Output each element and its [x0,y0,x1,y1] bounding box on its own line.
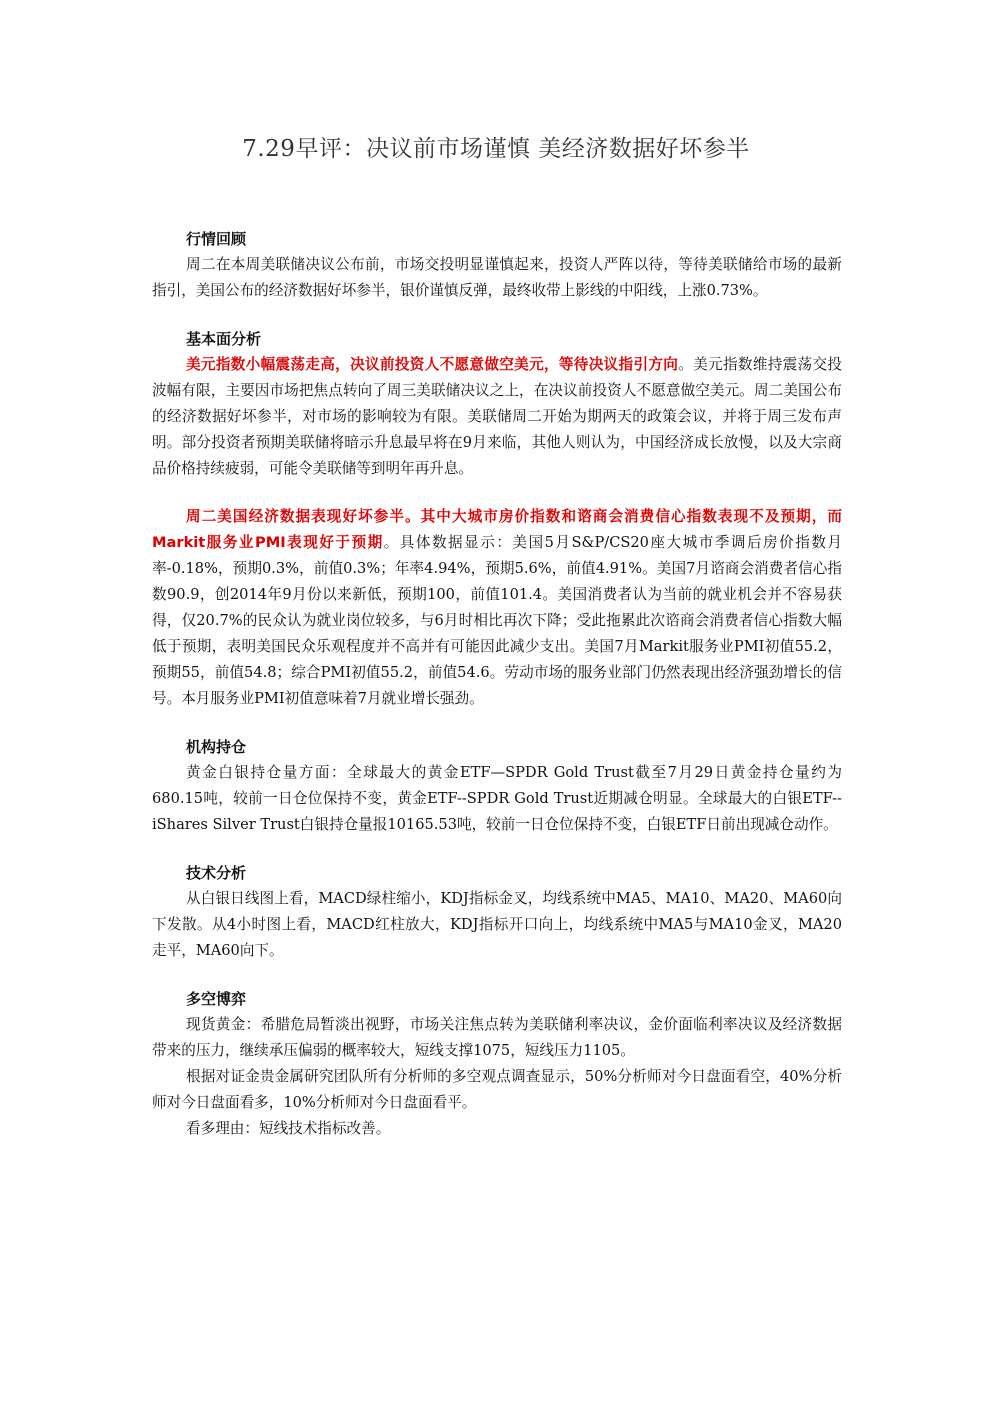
paragraph: 根据对证金贵金属研究团队所有分析师的多空观点调查显示，50%分析师对今日盘面看空，40%分析师对今日盘面看多，10%分析师对今日盘面看平。 [152,1068,842,1111]
section-institutional-positions [152,734,842,838]
paragraph-text: 。美元指数维持震荡交投波幅有限，主要因市场把焦点转向了周三美联储决议之上，在决议前投资人不愿意做空美元。周二美国公布的经济数据好坏参半，对市场的影响较为有限。美联储周二开始为期两天的政策会议，并将于周三发布声明。部分投资者预期美联储将暗示升息最早将在9月来临，其他人则认为，中国经济成长放慢，以及大宗商品价格持续疲弱，可能令美联储等到明年再升息。 [152,356,842,477]
paragraph: 周二在本周美联储决议公布前，市场交投明显谨慎起来，投资人严阵以待，等待美联储给市场的最新指引，美国公布的经济数据好坏参半，银价谨慎反弹，最终收带上影线的中阳线，上涨0.73%。 [152,256,842,299]
paragraph: 现货黄金：希腊危局暂淡出视野，市场关注焦点转为美联储利率决议，金价面临利率决议及经济数据带来的压力，继续承压偏弱的概率较大，短线支撑1075，短线压力1105。 [152,1016,842,1059]
paragraph: 黄金白银持仓量方面：全球最大的黄金ETF—SPDR Gold Trust截至7月29日黄金持仓量约为680.15吨，较前一日仓位保持不变，黄金ETF--SPDR Gold Trust近期减仓明显。全球最大的白银ETF--iShares Silver Trust白银持仓量报10165.53吨，较前一日仓位保持不变，白银ETF日前出现减仓动作。 [152,764,842,833]
document-body [152,226,842,1164]
highlight-text: 周二美国经济数据表现好坏参半。其中大城市房价指数和谘商会消费信心指数表现不及预期，而Markit服务业PMI表现好于预期 [152,508,842,551]
section-heading: 机构持仓 [186,738,247,756]
section-heading: 多空博弈 [186,990,247,1008]
section-heading: 行情回顾 [186,230,247,248]
section-heading: 技术分析 [186,864,247,882]
section-market-review [152,226,842,304]
paragraph: 看多理由：短线技术指标改善。 [186,1120,391,1137]
section-technical-analysis [152,860,842,964]
section-fundamental-analysis [152,326,842,712]
paragraph: 从白银日线图上看，MACD绿柱缩小，KDJ指标金叉，均线系统中MA5、MA10、MA20、MA60向下发散。从4小时图上看，MACD红柱放大，KDJ指标开口向上，均线系统中MA5与MA10金叉，MA20走平，MA60向下。 [152,890,842,959]
paragraph [152,504,842,712]
paragraph [152,352,842,482]
highlight-text: 美元指数小幅震荡走高，决议前投资人不愿意做空美元，等待决议指引方向 [186,356,679,373]
section-bull-bear [152,986,842,1142]
document-title: 7.29早评：决议前市场谨慎 美经济数据好坏参半 [242,136,750,162]
section-heading: 基本面分析 [186,330,262,348]
paragraph-text: 。具体数据显示：美国5月S&P/CS20座大城市季调后房价指数月率-0.18%，预期0.3%，前值0.3%；年率4.94%，预期5.6%，前值4.91%。美国7月谘商会消费者信心指数90.9，创2014年9月份以来新低，预期100，前值101.4。美国消费者认为当前的就业机会并不容易获得，仅20.7%的民众认为就业岗位较多，与6月时相比再次下降；受此拖累此次谘商会消费者信心指数大幅低于预期，表明美国民众乐观程度并不高并有可能因此减少支出。美国7月Markit服务业PMI初值55.2，预期55，前值54.8；综合PMI初值55.2，前值54.6。劳动市场的服务业部门仍然表现出经济强劲增长的信号。本月服务业PMI初值意味着7月就业增长强劲。 [152,534,842,707]
